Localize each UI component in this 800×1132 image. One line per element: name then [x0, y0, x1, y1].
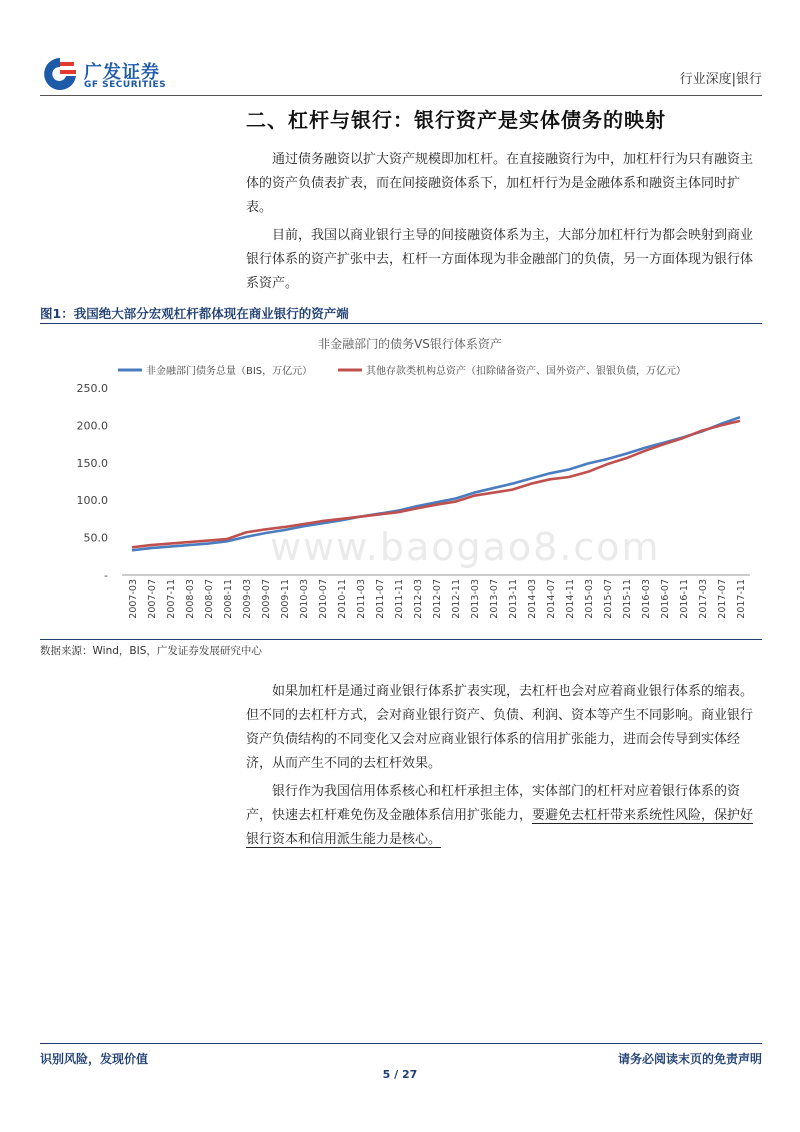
paragraph-4	[246, 780, 762, 852]
chart-title: 非金融部门的债务VS银行体系资产	[318, 337, 502, 351]
x-tick-label: 2011-03	[356, 579, 367, 619]
x-tick-label: 2017-07	[717, 579, 728, 619]
footer-divider	[40, 1043, 762, 1044]
page-header	[40, 48, 762, 90]
x-tick-label: 2011-07	[375, 579, 386, 619]
page-number: 5 / 27	[382, 1068, 418, 1081]
figure-title: 图1：我国绝大部分宏观杠杆都体现在商业银行的资产端	[40, 306, 349, 321]
line-chart	[60, 330, 760, 635]
y-tick-label: 150.0	[76, 456, 108, 470]
x-tick-label: 2016-03	[641, 579, 652, 619]
x-tick-label: 2013-11	[508, 579, 519, 619]
watermark: www.baogao8.com	[270, 525, 661, 569]
x-tick-label: 2016-07	[660, 579, 671, 619]
x-tick-label: 2014-07	[546, 579, 557, 619]
header-divider	[40, 95, 762, 96]
paragraph-1	[246, 148, 762, 220]
x-tick-label: 2008-07	[204, 579, 215, 619]
paragraph-2	[246, 224, 762, 296]
logo-text-cn: 广发证券	[84, 62, 160, 83]
x-tick-label: 2011-11	[394, 579, 405, 619]
x-tick-label: 2014-11	[565, 579, 576, 619]
x-tick-label: 2012-03	[413, 579, 424, 619]
x-tick-label: 2008-03	[185, 579, 196, 619]
footer-slogan: 识别风险，发现价值	[40, 1052, 149, 1066]
legend-label-1: 非金融部门债务总量（BIS，万亿元）	[146, 366, 313, 377]
report-type: 行业深度|银行	[679, 72, 762, 87]
x-tick-label: 2016-11	[679, 579, 690, 619]
gf-logo	[40, 54, 220, 94]
figure-source: 数据来源：Wind，BIS，广发证券发展研究中心	[40, 645, 262, 657]
figure-bottom-rule	[40, 639, 762, 640]
paragraph-3-text: 如果加杠杆是通过商业银行体系扩表实现，去杠杆也会对应着商业银行体系的缩表。但不同的去杠杆方式，会对商业银行资产、负债、利润、资本等产生不同影响。商业银行资产负债结构的不同变化又会对应商业银行体系的信用扩张能力，进而会传导到实体经济，从而产生不同的去杠杆效果。	[246, 684, 754, 771]
x-tick-label: 2012-07	[432, 579, 443, 619]
x-tick-label: 2013-03	[470, 579, 481, 619]
paragraph-2-text: 目前，我国以商业银行主导的间接融资体系为主，大部分加杠杆行为都会映射到商业银行体系的资产扩张中去，杠杆一方面体现为非金融部门的负债，另一方面体现为银行体系资产。	[246, 228, 754, 291]
x-tick-label: 2015-07	[603, 579, 614, 619]
y-tick-label: 250.0	[76, 382, 108, 395]
x-tick-label: 2017-11	[736, 579, 747, 619]
paragraph-4-text: 银行作为我国信用体系核心和杠杆承担主体，实体部门的杠杆对应着银行体系的资产，快速去杠杆难免伤及金融体系信用扩张能力，	[246, 784, 741, 823]
paragraph-3	[246, 680, 762, 776]
x-tick-label: 2015-03	[584, 579, 595, 619]
x-tick-label: 2007-03	[128, 579, 139, 619]
logo-text-en: GF SECURITIES	[84, 80, 167, 90]
figure-top-rule	[40, 323, 762, 324]
x-tick-label: 2012-11	[451, 579, 462, 619]
paragraph-4-emphasis: 要避免去杠杆带来系统性风险，保护好银行资本和信用派生能力是核心。	[246, 808, 754, 847]
x-tick-label: 2017-03	[698, 579, 709, 619]
y-tick-label: 50.0	[83, 531, 108, 545]
x-tick-label: 2014-03	[527, 579, 538, 619]
x-tick-label: 2007-07	[147, 579, 158, 619]
gf-logo-icon	[40, 54, 80, 94]
y-tick-label: 100.0	[76, 494, 108, 508]
y-tick-label: 200.0	[76, 419, 108, 433]
x-tick-label: 2008-11	[223, 579, 234, 619]
paragraph-1-text: 通过债务融资以扩大资产规模即加杠杆。在直接融资行为中，加杠杆行为只有融资主体的资产负债表扩表，而在间接融资体系下，加杠杆行为是金融体系和融资主体同时扩表。	[246, 152, 754, 215]
x-tick-label: 2009-11	[280, 579, 291, 619]
section-title: 二、杠杆与银行：银行资产是实体债务的映射	[246, 108, 666, 132]
x-tick-label: 2009-03	[242, 579, 253, 619]
footer-disclaimer: 请务必阅读末页的免责声明	[617, 1052, 762, 1066]
x-tick-label: 2013-07	[489, 579, 500, 619]
x-tick-label: 2010-07	[318, 579, 329, 619]
x-tick-label: 2009-07	[261, 579, 272, 619]
x-tick-label: 2007-11	[166, 579, 177, 619]
legend-label-2: 其他存款类机构总资产（扣除储备资产、国外资产、银银负债，万亿元）	[366, 366, 686, 377]
x-tick-label: 2010-03	[299, 579, 310, 619]
x-tick-label: 2010-11	[337, 579, 348, 619]
y-tick-label: -	[104, 569, 108, 582]
x-tick-label: 2015-11	[622, 579, 633, 619]
